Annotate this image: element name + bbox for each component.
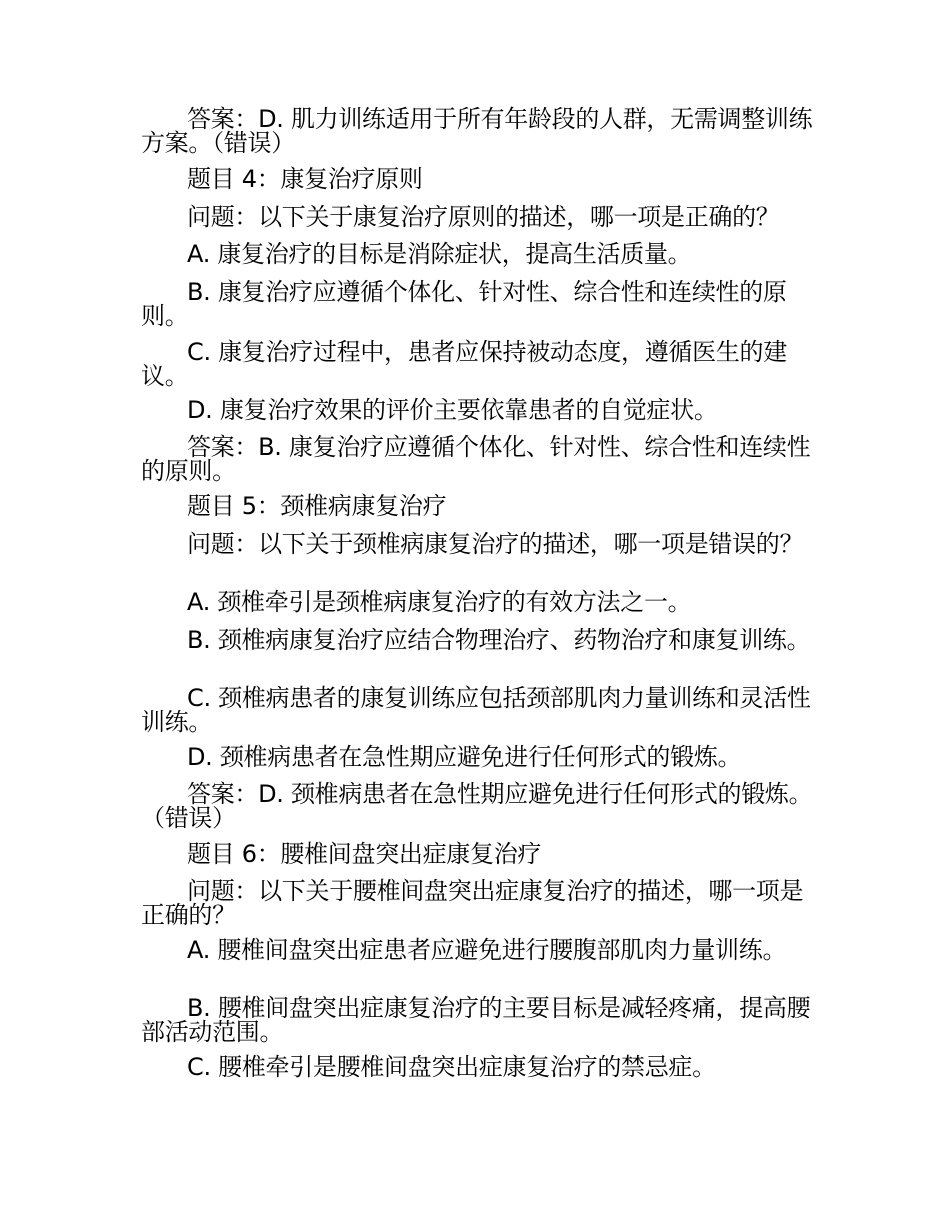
question-5-option-c: C. 颈椎病患者的康复训练应包括颈部肌肉力量训练和灵活性训练。: [141, 684, 811, 736]
question-4-title: 题目 4：康复治疗原则: [187, 165, 423, 193]
question-6-title: 题目 6：腰椎间盘突出症康复治疗: [187, 840, 542, 868]
question-4-option-d: D. 康复治疗效果的评价主要依靠患者的自觉症状。: [187, 396, 718, 424]
answer-5: 答案：D. 颈椎病患者在急性期应避免进行任何形式的锻炼。（错误）: [141, 780, 813, 832]
question-6-option-c: C. 腰椎牵引是腰椎间盘突出症康复治疗的禁忌症。: [187, 1053, 716, 1081]
question-6-option-b: B. 腰椎间盘突出症康复治疗的主要目标是减轻疼痛，提高腰部活动范围。: [141, 994, 811, 1046]
question-4-stem: 问题：以下关于康复治疗原则的描述，哪一项是正确的？: [187, 203, 780, 231]
answer-4: 答案：B. 康复治疗应遵循个体化、针对性、综合性和连续性的原则。: [141, 433, 811, 485]
question-4-option-a: A. 康复治疗的目标是消除症状，提高生活质量。: [187, 240, 692, 268]
question-4-option-b: B. 康复治疗应遵循个体化、针对性、综合性和连续性的原则。: [141, 278, 787, 330]
question-5-option-b: B. 颈椎病康复治疗应结合物理治疗、药物治疗和康复训练。: [187, 626, 811, 654]
question-6-stem: 问题：以下关于腰椎间盘突出症康复治疗的描述，哪一项是正确的？: [141, 877, 804, 929]
question-4-option-c: C. 康复治疗过程中，患者应保持被动态度，遵循医生的建议。: [141, 338, 787, 390]
question-6-option-a: A. 腰椎间盘突出症患者应避免进行腰腹部肌肉力量训练。: [187, 936, 787, 964]
answer-3: 答案：D. 肌力训练适用于所有年龄段的人群，无需调整训练方案。（错误）: [141, 105, 813, 157]
question-5-option-d: D. 颈椎病患者在急性期应避免进行任何形式的锻炼。: [187, 743, 742, 771]
question-5-title: 题目 5：颈椎病康复治疗: [187, 492, 447, 520]
question-5-stem: 问题：以下关于颈椎病康复治疗的描述，哪一项是错误的？: [187, 530, 804, 558]
question-5-option-a: A. 颈椎牵引是颈椎病康复治疗的有效方法之一。: [187, 588, 692, 616]
